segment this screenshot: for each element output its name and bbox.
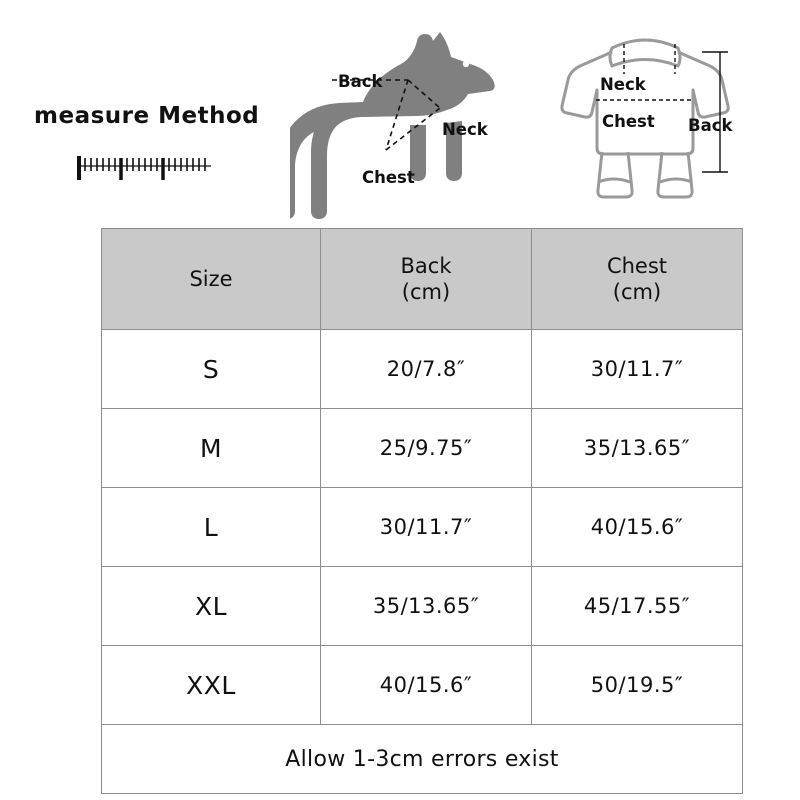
illustration-area	[0, 0, 800, 228]
header-cell-chest	[532, 229, 743, 330]
suit-label-back: Back	[688, 116, 733, 135]
ruler-icon	[75, 152, 215, 186]
suit-label-chest: Chest	[602, 112, 655, 131]
table-row	[102, 409, 743, 488]
dog-silhouette-icon	[290, 20, 510, 220]
cell-size: XXL	[102, 646, 321, 725]
cell-back: 20/7.8″	[321, 330, 532, 409]
header-back-line1: Back	[400, 253, 452, 278]
cell-chest: 40/15.6″	[532, 488, 743, 567]
dog-label-neck: Neck	[442, 120, 488, 139]
cell-back: 30/11.7″	[321, 488, 532, 567]
cell-back: 35/13.65″	[321, 567, 532, 646]
table-note: Allow 1-3cm errors exist	[102, 725, 743, 794]
suit-label-neck: Neck	[600, 75, 646, 94]
cell-chest: 30/11.7″	[532, 330, 743, 409]
page-title: measure Method	[34, 103, 260, 129]
table-note-row	[102, 725, 743, 794]
jumpsuit-outline-icon	[540, 22, 750, 217]
table-row	[102, 488, 743, 567]
header-chest-line2: (cm)	[612, 280, 662, 304]
cell-size: XL	[102, 567, 321, 646]
header-cell-back	[321, 229, 532, 330]
table-header-row	[102, 229, 743, 330]
cell-size: M	[102, 409, 321, 488]
size-table	[101, 228, 743, 794]
table-row	[102, 646, 743, 725]
cell-chest: 50/19.5″	[532, 646, 743, 725]
dog-label-back: Back	[338, 72, 383, 91]
size-chart	[101, 228, 733, 794]
header-size-line1: Size	[189, 266, 233, 291]
header-chest-line1: Chest	[606, 253, 668, 278]
cell-chest: 45/17.55″	[532, 567, 743, 646]
header-cell-size	[102, 229, 321, 330]
cell-chest: 35/13.65″	[532, 409, 743, 488]
cell-size: L	[102, 488, 321, 567]
dog-label-chest: Chest	[362, 168, 415, 187]
table-row	[102, 567, 743, 646]
cell-size: S	[102, 330, 321, 409]
cell-back: 25/9.75″	[321, 409, 532, 488]
table-row	[102, 330, 743, 409]
cell-back: 40/15.6″	[321, 646, 532, 725]
header-back-line2: (cm)	[401, 280, 451, 304]
